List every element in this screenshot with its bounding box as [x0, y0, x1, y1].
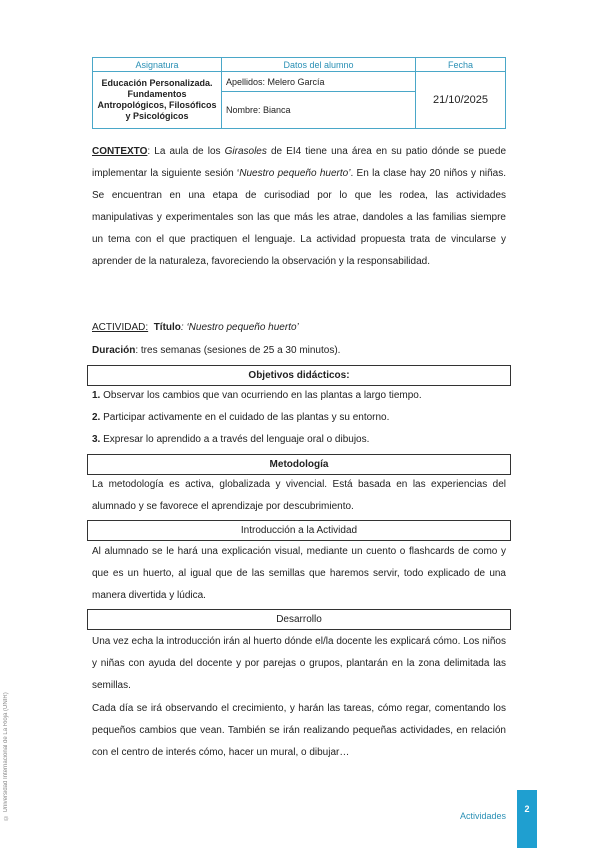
- activity-label: ACTIVIDAD:: [92, 322, 149, 333]
- class-name: Girasoles: [224, 146, 267, 157]
- header-col-subject: Asignatura: [93, 58, 222, 72]
- title-value: : ‘Nuestro pequeño huerto’: [180, 322, 299, 333]
- name-cell: Nombre: Bianca: [222, 92, 416, 129]
- surname-cell: Apellidos: Melero García: [222, 72, 416, 92]
- header-col-student: Datos del alumno: [222, 58, 416, 72]
- header-col-date: Fecha: [416, 58, 506, 72]
- context-text-3: . En la clase hay 20 niños y niñas. Se encuentran en una etapa de curisodiad por lo que les rodea, las actividades manipulativas y experimentales son las que más les atrae, dandoles a las familias siempre un tema con el que practiquen el lenguaje. La actividad propuesta trata de vincularse y aprender de la naturaleza, favoreciendo la observación y la responsabilidad.: [92, 168, 507, 267]
- development-text-1: Una vez echa la introducción irán al huerto dónde el/la docente les explicará cómo. Los niños y niñas con ayuda del docente y por parejas o grupos, plantarán en la zona delimitada las semillas.: [92, 636, 506, 691]
- methodology-heading: Metodología: [87, 454, 511, 475]
- context-text-1: : La aula de los: [147, 146, 225, 157]
- methodology-text: La metodología es activa, globalizada y vivencial. Está basada en las experiencias del alumnado y se favorece el aprendizaje por descubrimiento.: [92, 479, 506, 512]
- development-text-2: Cada día se irá observando el crecimiento, y harán las tareas, cómo regar, comentando los pequeños cambios que vean. También se irán realizando pequeñas actividades, en relación con el centro de interés cómo, hacer un mural, o dibujar…: [92, 703, 506, 758]
- page-number: 2: [524, 804, 530, 814]
- context-text-2: de EI4 tiene una área en su patio dónde se puede implementar la siguiente sesión ‘: [92, 146, 507, 179]
- context-paragraph: [92, 141, 506, 273]
- vertical-copyright: © Universidad Internacional de La Rioja (UNIR): [3, 692, 9, 820]
- context-label: CONTEXTO: [92, 146, 148, 157]
- title-label: Título: [153, 322, 181, 333]
- objectives-heading: Objetivos didácticos:: [87, 365, 511, 386]
- intro-heading: Introducción a la Actividad: [87, 520, 511, 541]
- objective-item: 3. Expresar lo aprendido a a través del lenguaje oral o dibujos.: [92, 434, 370, 445]
- duration-value: : tres semanas (sesiones de 25 a 30 minutos).: [135, 345, 341, 356]
- page-number-tab: [517, 790, 537, 848]
- development-heading: Desarrollo: [87, 609, 511, 630]
- subject-cell: Educación Personalizada. Fundamentos Antropológicos, Filosóficos y Psicológicos: [93, 72, 222, 129]
- intro-text: Al alumnado se le hará una explicación visual, mediante un cuento o flashcards de como y que es un huerto, al igual que de las semillas que haremos servir, todo explicado de una manera divertida y lúdica.: [92, 546, 506, 601]
- header-table: [92, 57, 506, 129]
- activity-line: [92, 322, 506, 333]
- duration-line: [92, 345, 506, 356]
- date-cell: 21/10/2025: [416, 72, 506, 129]
- session-name: Nuestro pequeño huerto’: [239, 168, 351, 179]
- objective-item: 2. Participar activamente en el cuidado de las plantas y su entorno.: [92, 412, 390, 423]
- duration-label: Duración: [92, 345, 136, 356]
- objective-item: 1. Observar los cambios que van ocurriendo en las plantas a largo tiempo.: [92, 390, 422, 401]
- footer-section-label: Actividades: [460, 811, 507, 821]
